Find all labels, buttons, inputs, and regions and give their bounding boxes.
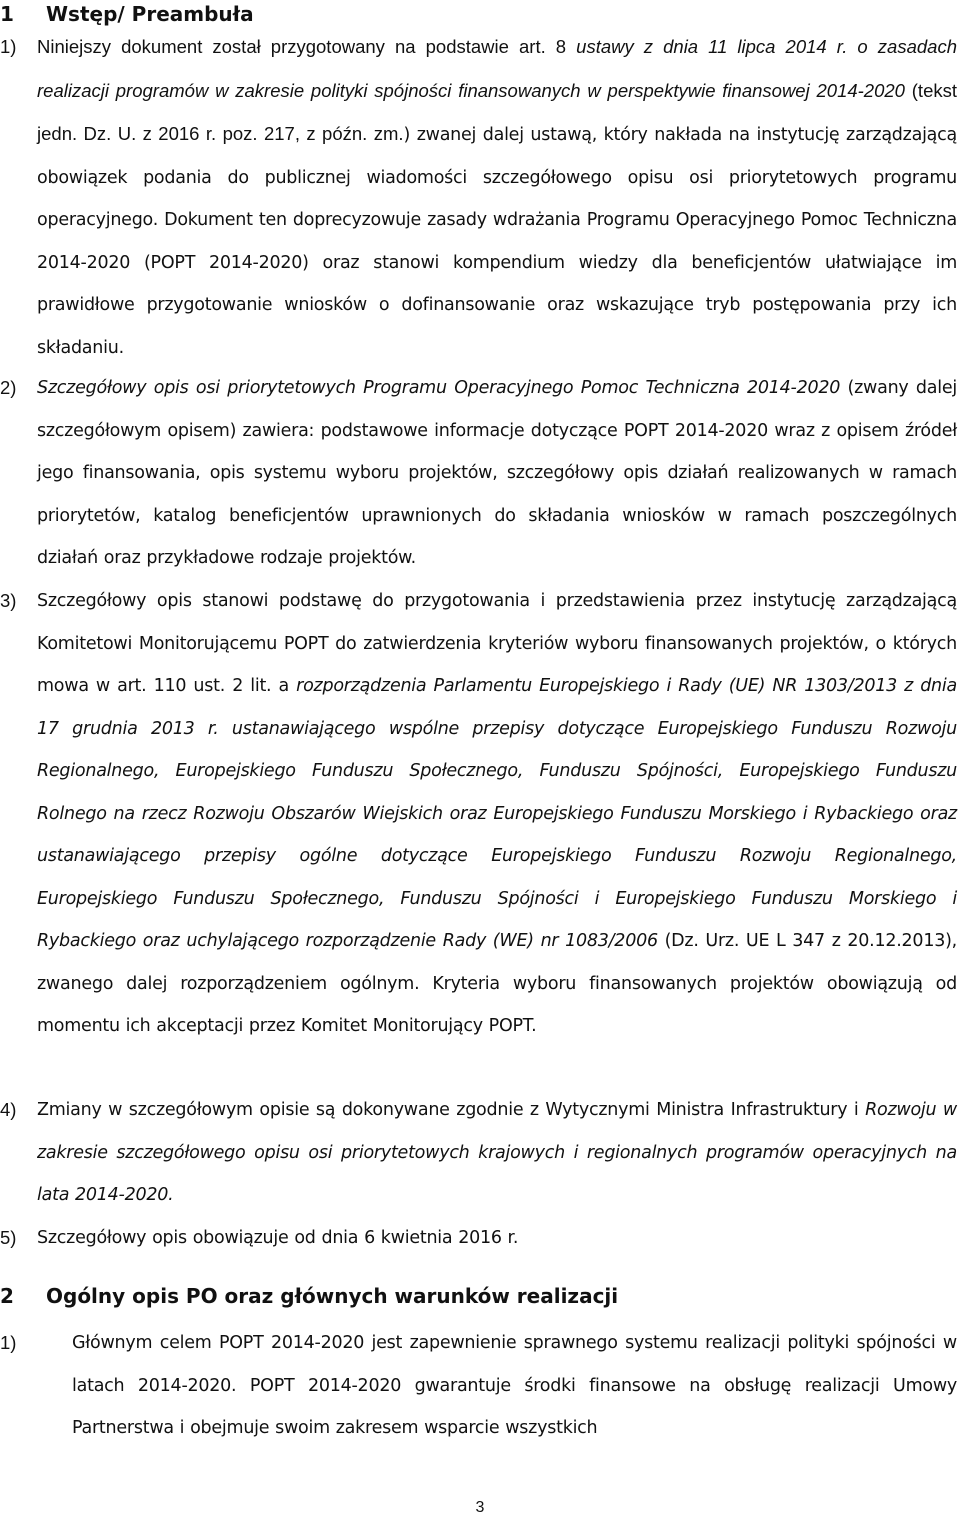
- list-item-text: [37, 580, 957, 1048]
- section-2-title: Ogólny opis PO oraz głównych warunków realizacji: [46, 1284, 619, 1308]
- text-run: ) zwanej dalej ustawą, który nakłada na instytucję zarządzającą obowiązek podania do publicznej wiadomości szczegółowego opisu osi priorytetowych programu operacyjnego. Dokument ten doprecyzowuje zasady wdrażania Programu Operacyjnego Pomoc Techniczna 2014-2020 (POPT 2014-2020) oraz stanowi kompendium wiedzy dla beneficjentów ułatwiające im prawidłowe przygotowanie wniosków o dofinansowanie oraz wskazujące tryb postępowania przy ich składaniu.: [37, 125, 958, 358]
- text-run: Szczegółowy opis stanowi podstawę do przygotowania i przedstawienia przez instytucję zarządzającą Komitetowi Monitorującemu POPT do zatwierdzenia kryteriów wyboru finansowanych projektów, o których mowa w art. 110 ust. 2 lit. a: [37, 591, 957, 696]
- text-run: Głównym celem POPT 2014-2020 jest zapewnienie sprawnego systemu realizacji polityki spójności w latach 2014-2020. POPT 2014-2020 gwarantuje środki finansowe na obsługę realizacji Umowy Partnerstwa i obejmuje swoim zakresem wsparcie wszystkich: [72, 1333, 957, 1438]
- list-item-number: 5): [0, 1227, 17, 1248]
- text-run: rozporządzenia Parlamentu Europejskiego i Rady (UE) NR 1303/2013 z dnia 17 grudnia 2013 r. ustanawiającego wspólne przepisy dotyczące Europejskiego Funduszu Rozwoju Regionalnego, Europejskiego Funduszu Społecznego, Funduszu Spójności, Europejskiego Funduszu Rolnego na rzecz Rozwoju Obszarów Wiejskich oraz Europejskiego Funduszu Morskiego i Rybackiego oraz ustanawiającego przepisy ogólne dotyczące Europejskiego Funduszu Rozwoju Regionalnego, Europejskiego Funduszu Społecznego, Funduszu Spójności i Europejskiego Funduszu Morskiego i Rybackiego oraz uchylającego rozporządzenie Rady (WE) nr 1083/2006: [37, 676, 957, 951]
- text-run: Niniejszy dokument został przygotowany na podstawie art. 8: [37, 36, 577, 57]
- list-item: [0, 367, 957, 580]
- list-item-text: [37, 26, 957, 369]
- text-run: Rozwoju w zakresie szczegółowego opisu osi priorytetowych krajowych i regionalnych programów operacyjnych na lata 2014-2020.: [37, 1100, 957, 1205]
- page-number: 3: [475, 1499, 485, 1516]
- list-item-number: 1): [0, 1332, 17, 1353]
- list-item-text: [37, 1089, 957, 1217]
- section-1-title: Wstęp/ Preambuła: [46, 2, 254, 26]
- list-item-number: 2): [0, 377, 17, 398]
- list-item: [0, 26, 957, 369]
- text-run: Szczegółowy opis osi priorytetowych Programu Operacyjnego Pomoc Techniczna 2014-2020: [37, 378, 841, 398]
- section-2-number: 2: [0, 1284, 14, 1308]
- section-2-heading: [0, 1282, 618, 1310]
- list-item-number: 3): [0, 590, 17, 611]
- section-1-number: 1: [0, 2, 14, 26]
- text-run: (tekst jedn. Dz. U. z 2016 r. poz. 217, z późn. zm.: [37, 79, 957, 144]
- section-1-heading: [0, 0, 254, 28]
- text-run: (Dz. Urz. UE L 347 z 20.12.2013), zwanego dalej rozporządzeniem ogólnym. Kryteria wyboru finansowanych projektów obowiązują od momentu ich akceptacji przez Komitet Monitorujący POPT.: [37, 931, 957, 1036]
- list-item: [0, 1089, 957, 1217]
- list-item: [0, 1217, 957, 1260]
- text-run: Zmiany w szczegółowym opisie są dokonywane zgodnie z Wytycznymi Ministra Infrastruktury i: [37, 1100, 866, 1120]
- list-item-number: 1): [0, 36, 17, 57]
- list-item-text: [72, 1322, 957, 1450]
- list-item-text: [37, 367, 957, 580]
- list-item-text: [37, 1217, 957, 1260]
- text-run: Szczegółowy opis obowiązuje od dnia 6 kwietnia 2016 r.: [37, 1228, 519, 1248]
- text-run: (zwany dalej szczegółowym opisem) zawiera: podstawowe informacje dotyczące POPT 2014-2020 wraz z opisem źródeł jego finansowania, opis systemu wyboru projektów, szczegółowy opis działań realizowanych w ramach priorytetów, katalog beneficjentów uprawnionych do składania wniosków w ramach poszczególnych działań oraz przykładowe rodzaje projektów.: [37, 378, 957, 568]
- list-item: [0, 580, 957, 1048]
- list-item: [0, 1322, 957, 1450]
- list-item-number: 4): [0, 1099, 17, 1120]
- text-run: ustawy z dnia 11 lipca 2014 r. o zasadach realizacji programów w zakresie polityki spójności finansowanych w perspektywie finansowej 2014-2020: [37, 36, 957, 101]
